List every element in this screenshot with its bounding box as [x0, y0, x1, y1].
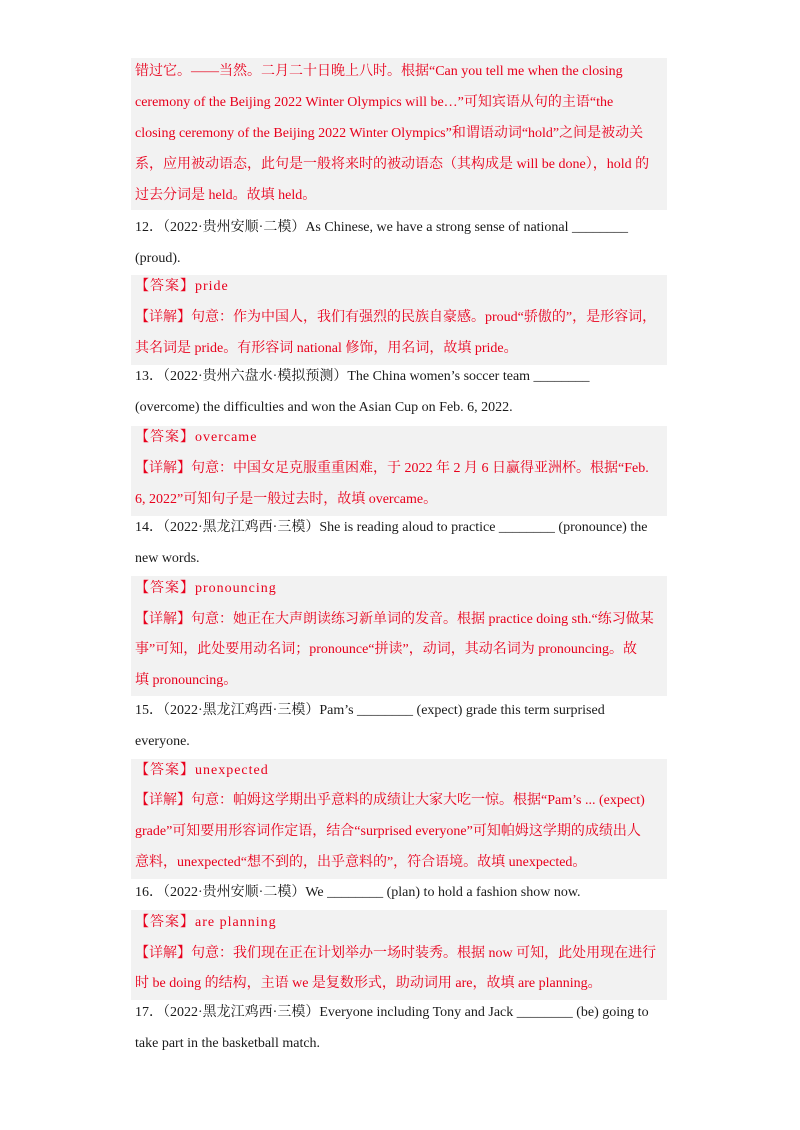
detail-line: 系，应用被动语态，此句是一般将来时的被动语态（其构成是 will be done），hold 的: [135, 157, 650, 172]
detail-line: ceremony of the Beijing 2022 Winter Olympics will be…”可知宾语从句的主语“the: [135, 95, 614, 110]
detail-line: 其名词是 pride。有形容词 national 修饰，用名词，故填 pride。: [135, 341, 518, 356]
detail-line: 填 pronouncing。: [135, 673, 238, 688]
answer-block-14: [131, 576, 667, 696]
question-text: 12．（2022·贵州安顺·二模）As Chinese, we have a strong sense of national ________: [135, 220, 629, 235]
question-15: [131, 698, 667, 758]
detail-line: 6, 2022”可知句子是一般过去时，故填 overcame。: [135, 492, 438, 507]
question-text: 13．（2022·贵州六盘水·模拟预测）The China women’s soccer team ________: [135, 369, 590, 384]
answer-block-13: [131, 426, 667, 516]
question-text: (proud).: [135, 251, 181, 266]
q11-detail-tail: [131, 58, 667, 210]
question-16: [131, 880, 667, 910]
detail-line: 过去分词是 held。故填 held。: [135, 188, 317, 203]
question-text: 16．（2022·贵州安顺·二模）We ________ (plan) to hold a fashion show now.: [135, 885, 581, 900]
detail-line: 错过它。——当然。二月二十日晚上八时。根据“Can you tell me when the closing: [135, 64, 623, 79]
question-text: (overcome) the difficulties and won the Asian Cup on Feb. 6, 2022.: [135, 400, 513, 415]
answer-block-15: [131, 759, 667, 879]
question-12: [131, 214, 667, 274]
detail-line: 【详解】句意：我们现在正在计划举办一场时装秀。根据 now 可知，此处用现在进行: [135, 946, 657, 961]
question-13: [131, 366, 667, 426]
answer-block-16: [131, 910, 667, 1000]
detail-line: 事”可知，此处要用动名词；pronounce“拼读”，动词，其动名词为 pronouncing。故: [135, 642, 637, 657]
answer-label: 【答案】overcame: [135, 430, 258, 445]
question-text: 17．（2022·黑龙江鸡西·三模）Everyone including Tony and Jack ________ (be) going to: [135, 1005, 649, 1020]
answer-block-12: [131, 275, 667, 365]
question-text: take part in the basketball match.: [135, 1036, 321, 1051]
question-text: 15．（2022·黑龙江鸡西·三模）Pam’s ________ (expect) grade this term surprised: [135, 703, 605, 718]
answer-label: 【答案】unexpected: [135, 763, 269, 778]
detail-line: 【详解】句意：她正在大声朗读练习新单词的发音。根据 practice doing sth.“练习做某: [135, 612, 654, 627]
question-17: [131, 1001, 667, 1061]
question-text: 14．（2022·黑龙江鸡西·三模）She is reading aloud to practice ________ (pronounce) the: [135, 520, 648, 535]
detail-line: 【详解】句意：作为中国人，我们有强烈的民族自豪感。proud“骄傲的”，是形容词，: [135, 310, 657, 325]
answer-label: 【答案】pride: [135, 279, 229, 294]
answer-label: 【答案】pronouncing: [135, 581, 277, 596]
question-14: [131, 516, 667, 576]
question-text: everyone.: [135, 734, 190, 749]
detail-line: 【详解】句意：中国女足克服重重困难，于 2022 年 2 月 6 日赢得亚洲杯。根据“Feb.: [135, 461, 649, 476]
detail-line: 意料，unexpected“想不到的，出乎意料的”，符合语境。故填 unexpected。: [135, 855, 587, 870]
detail-line: grade”可知要用形容词作定语，结合“surprised everyone”可知帕姆这学期的成绩出人: [135, 824, 641, 839]
detail-line: 【详解】句意：帕姆这学期出乎意料的成绩让大家大吃一惊。根据“Pam’s ... (expect): [135, 793, 645, 808]
answer-label: 【答案】are planning: [135, 915, 277, 930]
detail-line: 时 be doing 的结构，主语 we 是复数形式，助动词用 are，故填 are planning。: [135, 976, 602, 991]
question-text: new words.: [135, 551, 200, 566]
detail-line: closing ceremony of the Beijing 2022 Winter Olympics”和谓语动词“hold”之间是被动关: [135, 126, 644, 141]
